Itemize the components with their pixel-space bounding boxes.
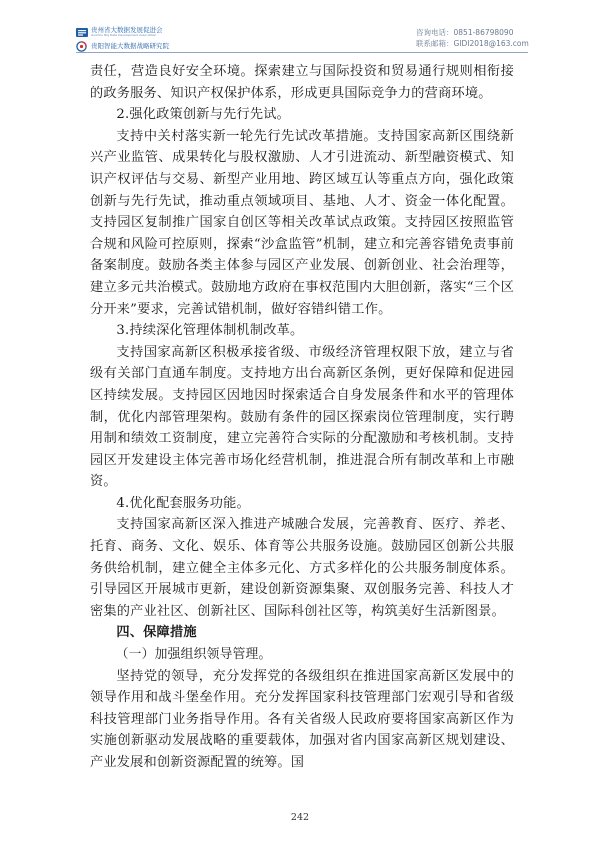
logo-row-institute	[76, 40, 169, 52]
subheading-supporting-services: 4.优化配套服务功能。	[116, 495, 250, 511]
contact-info	[416, 27, 529, 49]
institute-name: 贵阳智能大数据战略研究院	[91, 41, 169, 50]
subheading-policy-innovation: 2.强化政策创新与先行先试。	[116, 107, 291, 123]
subheading-management-reform: 3.持续深化管理体制机制改革。	[116, 323, 304, 339]
document-body	[90, 61, 514, 774]
header-divider	[76, 52, 528, 53]
association-english-name: Guizhou Big Data Development Association	[91, 33, 157, 37]
paragraph-leadership: 坚持党的领导，充分发挥党的各级组织在推进国家高新区发展中的领导作用和战斗堡垒作用。充分发挥国家科技管理部门宏观引导和省级科技管理部门业务指导作用。各有关省级人民政府要将国家高新区作为实施创新驱动发展战略的重要载体，加强对省内国家高新区规划建设、产业发展和创新资源配置的统筹。国	[90, 668, 514, 770]
page-number: 242	[290, 812, 310, 823]
association-name: 贵州省大数据发展促进会	[91, 26, 163, 34]
contact-email: 联系邮箱：GIDI2018@163.com	[416, 39, 529, 48]
paragraph-policy-innovation: 支持中关村落实新一轮先行先试改革措施。支持国家高新区围绕新兴产业监管、成果转化与股权激励、人才引进流动、新型融资模式、知识产权评估与交易、新型产业用地、跨区域互认等重点方向，强化政策创新与先行先试，推动重点领域项目、基地、人才、资金一体化配置。支持园区复制推广国家自创区等相关改革试点政策。支持园区按照监管合规和风险可控原则，探索“沙盒监管”机制，建立和完善容错免责事前备案制度。鼓励各类主体参与园区产业发展、创新创业、社会治理等，建立多元共治模式。鼓励地方政府在事权范围内大胆创新，落实“三个区分开来”要求，完善试错机制，做好容错纠错工作。	[90, 128, 514, 317]
paragraph-management-reform: 支持国家高新区积极承接省级、市级经济管理权限下放，建立与省级有关部门直通车制度。支持地方出台高新区条例，更好保障和促进园区持续发展。支持园区因地因时探索适合自身发展条件和水平的管理体制，优化内部管理架构。鼓励有条件的园区探索岗位管理制度，实行聘用制和绩效工资制度，建立完善符合实际的分配激励和考核机制。支持园区开发建设主体完善市场化经营机制，推进混合所有制改革和上市融资。	[90, 344, 514, 490]
logo-row-association	[76, 26, 169, 38]
subsection-heading-leadership: （一）加强组织领导管理。	[115, 647, 272, 663]
organization-logos	[76, 26, 169, 54]
paragraph-supporting-services: 支持国家高新区深入推进产城融合发展，完善教育、医疗、养老、托育、商务、文化、娱乐、体育等公共服务设施。鼓励园区创新公共服务供给机制，建立健全主体多元化、方式多样化的公共服务制度体系。引导园区开展城市更新，建设创新资源集聚、双创服务完善、科技人才密集的产业社区、创新社区、国际科创社区等，构筑美好生活新图景。	[90, 517, 514, 619]
institute-logo-icon	[76, 41, 88, 52]
page-header	[0, 0, 600, 60]
association-logo-icon	[76, 27, 88, 38]
section-heading-safeguards: 四、保障措施	[116, 625, 197, 641]
paragraph-continued: 责任，营造良好安全环境。探索建立与国际投资和贸易通行规则相衔接的政务服务、知识产权保护体系，形成更具国际竞争力的营商环境。	[90, 64, 514, 101]
contact-phone: 咨询电话：0851-86798090	[416, 28, 514, 37]
